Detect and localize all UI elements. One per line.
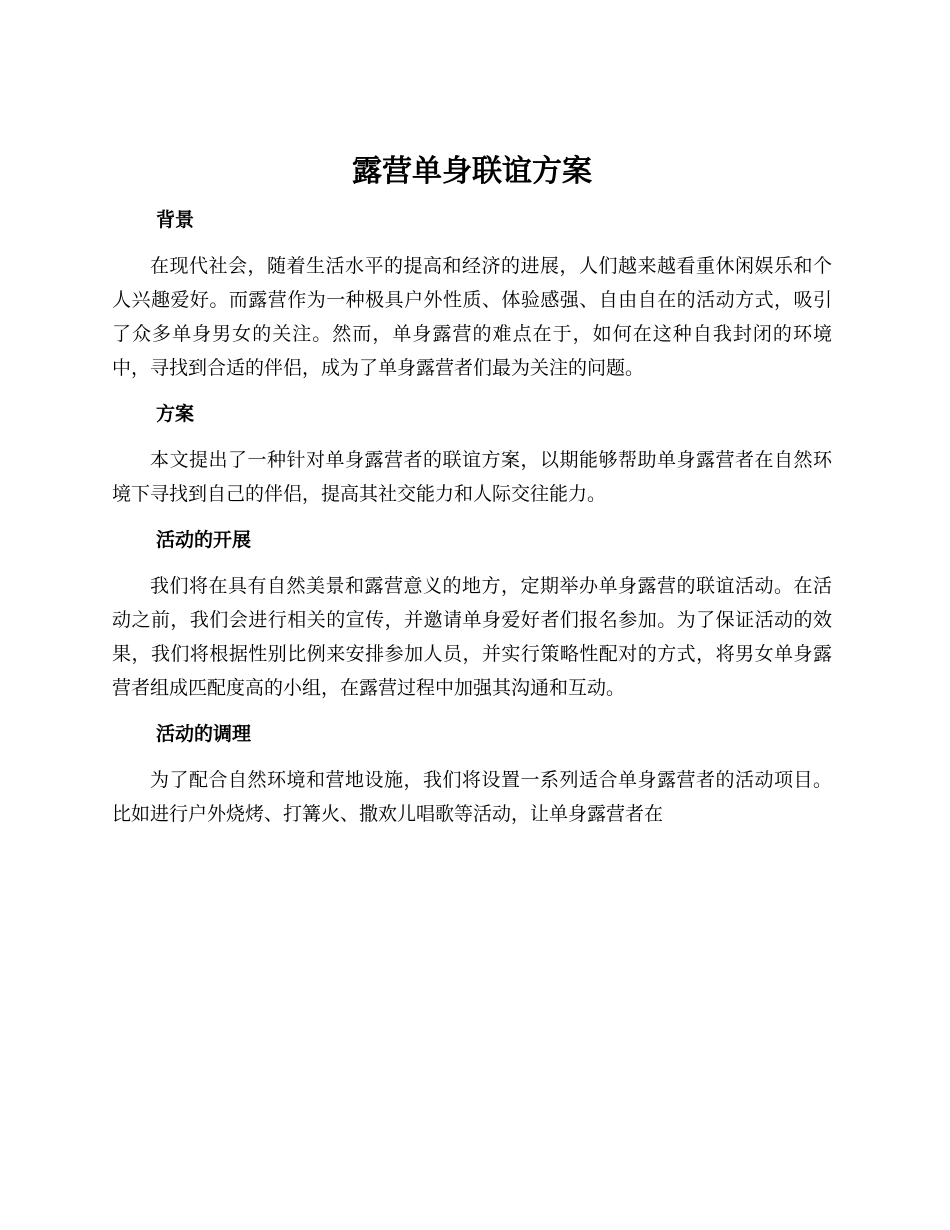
- section-paragraph-background: 在现代社会，随着生活水平的提高和经济的进展，人们越来越看重休闲娱乐和个人兴趣爱好。而露营作为一种极具户外性质、体验感强、自由自在的活动方式，吸引了众多单身男女的关注。然而，单身露营的难点在于，如何在这种自我封闭的环境中，寻找到合适的伴侣，成为了单身露营者们最为关注的问题。: [112, 255, 832, 379]
- section-paragraph-activity-launch: 我们将在具有自然美景和露营意义的地方，定期举办单身露营的联谊活动。在活动之前，我们会进行相关的宣传，并邀请单身爱好者们报名参加。为了保证活动的效果，我们将根据性别比例来安排参加人员，并实行策略性配对的方式，将男女单身露营者组成匹配度高的小组，在露营过程中加强其沟通和互动。: [112, 575, 832, 699]
- section-heading-activity-arrangement: 活动的调理: [156, 723, 252, 745]
- document-body: [112, 148, 832, 831]
- section-heading-background: 背景: [156, 209, 195, 231]
- section-heading-plan: 方案: [156, 403, 195, 425]
- section-paragraph-plan: 本文提出了一种针对单身露营者的联谊方案，以期能够帮助单身露营者在自然环境下寻找到自己的伴侣，提高其社交能力和人际交往能力。: [112, 449, 832, 505]
- section-paragraph-activity-arrangement: 为了配合自然环境和营地设施，我们将设置一系列适合单身露营者的活动项目。比如进行户外烧烤、打篝火、撒欢儿唱歌等活动，让单身露营者在: [112, 769, 832, 825]
- document-title: 露营单身联谊方案: [352, 154, 592, 189]
- section-heading-activity-launch: 活动的开展: [156, 529, 252, 551]
